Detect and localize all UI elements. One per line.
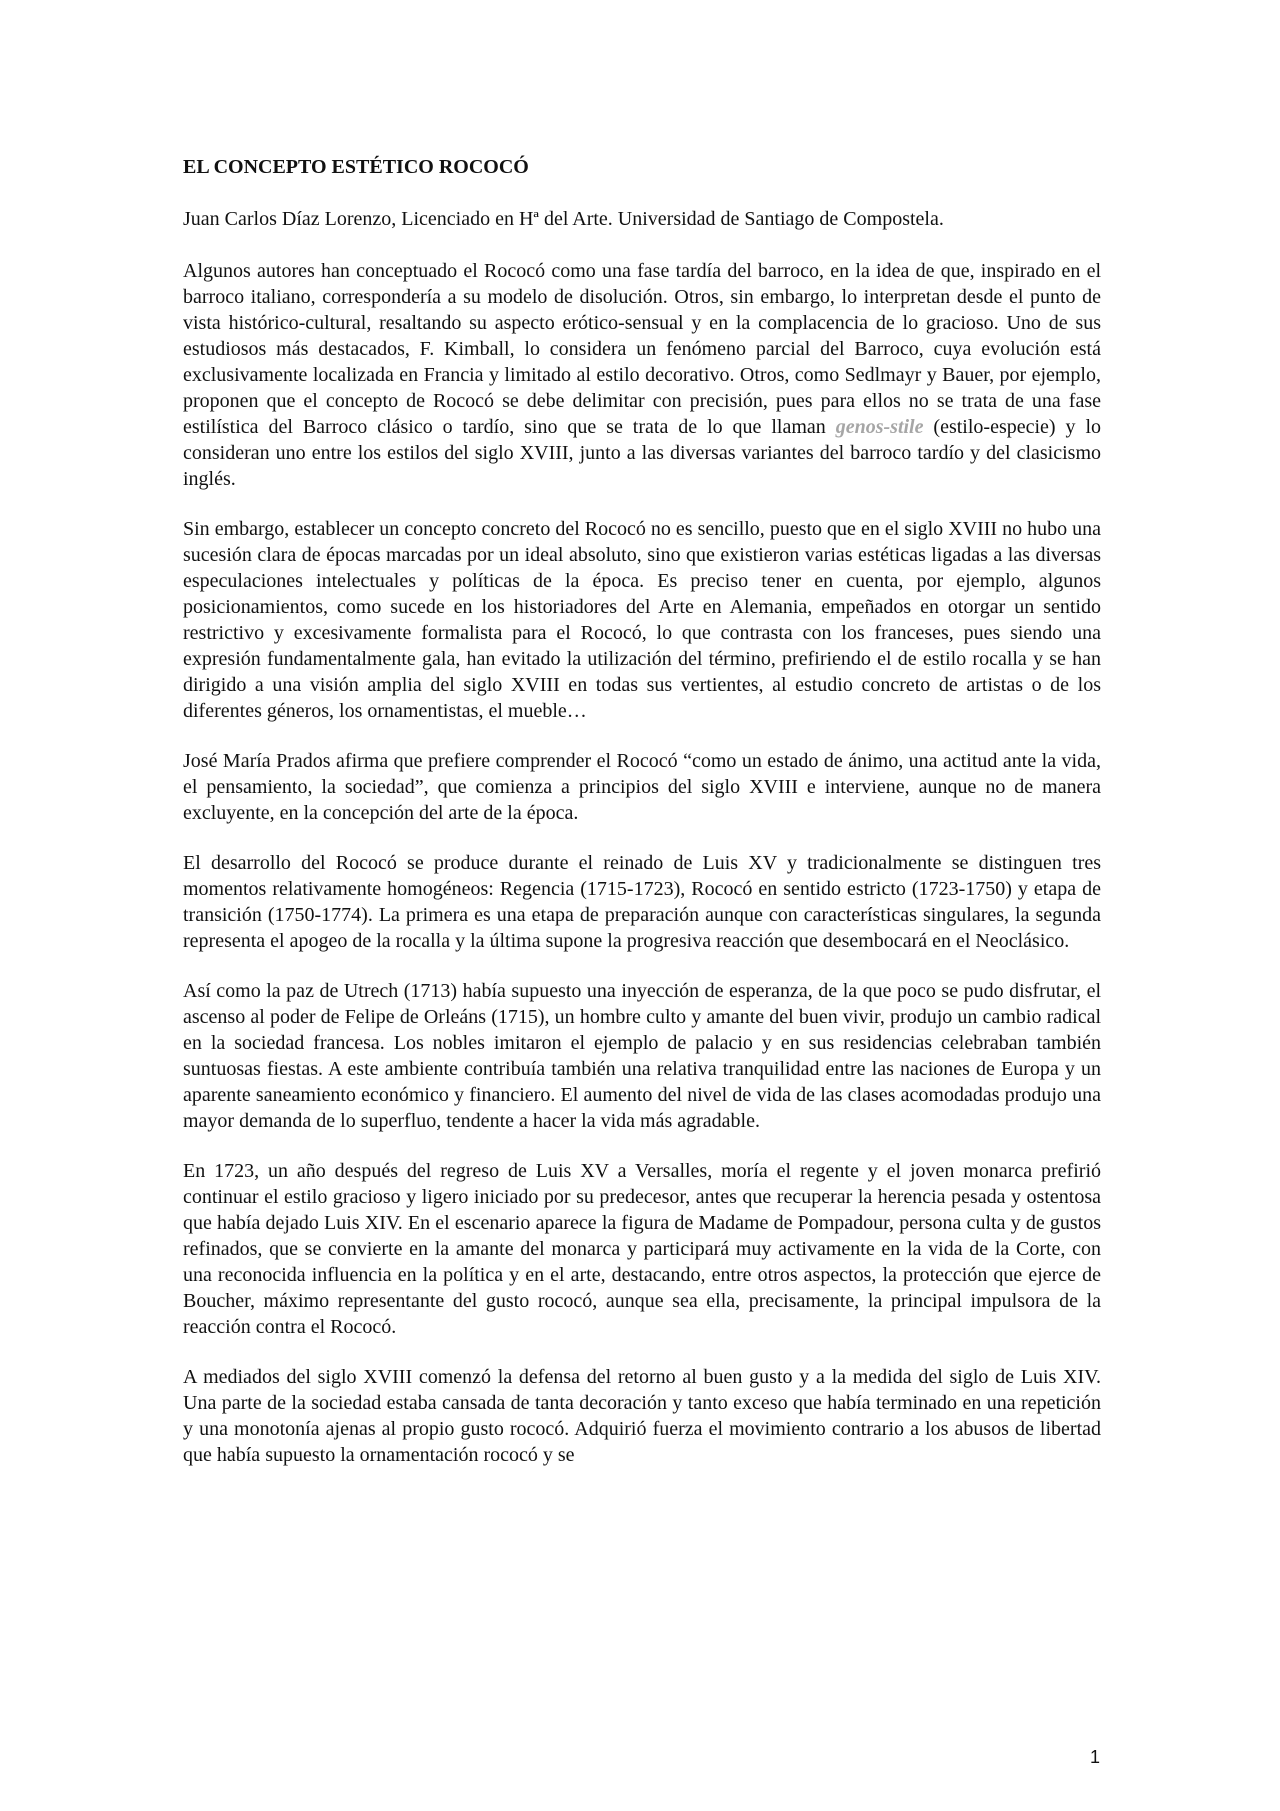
paragraph-1 [183, 258, 1101, 492]
paragraph-2: Sin embargo, establecer un concepto concreto del Rococó no es sencillo, puesto que en el siglo XVIII no hubo una sucesión clara de épocas marcadas por un ideal absoluto, sino que existieron varias estéticas ligadas a las diversas especulaciones intelectuales y políticas de la época. Es preciso tener en cuenta, por ejemplo, algunos posicionamientos, como sucede en los historiadores del Arte en Alemania, empeñados en otorgar un sentido restrictivo y excesivamente formalista para el Rococó, lo que contrasta con los franceses, pues siendo una expresión fundamentalmente gala, han evitado la utilización del término, prefiriendo el de estilo rocalla y se han dirigido a una visión amplia del siglo XVIII en todas sus vertientes, al estudio concreto de artistas o de los diferentes géneros, los ornamentistas, el mueble… [183, 518, 1101, 722]
page-number: 1 [1089, 1747, 1100, 1767]
paragraph-1-text-before: Algunos autores han conceptuado el Rococó como una fase tardía del barroco, en la idea de que, inspirado en el barroco italiano, correspondería a su modelo de disolución. Otros, sin embargo, lo interpretan desde el punto de vista histórico-cultural, resaltando su aspecto erótico-sensual y en la complacencia de lo gracioso. Uno de sus estudiosos más destacados, F. Kimball, lo considera un fenómeno parcial del Barroco, cuya evolución está exclusivamente localizada en Francia y limitado al estilo decorativo. Otros, como Sedlmayr y Bauer, por ejemplo, proponen que el concepto de Rococó se debe delimitar con precisión, pues para ellos no se trata de una fase estilística del Barroco clásico o tardío, sino que se trata de lo que llaman [183, 260, 1101, 438]
paragraph-5: Así como la paz de Utrech (1713) había supuesto una inyección de esperanza, de la que poco se pudo disfrutar, el ascenso al poder de Felipe de Orleáns (1715), un hombre culto y amante del buen vivir, produjo un cambio radical en la sociedad francesa. Los nobles imitaron el ejemplo de palacio y en sus residencias celebraban también suntuosas fiestas. A este ambiente contribuía también una relativa tranquilidad entre las naciones de Europa y un aparente saneamiento económico y financiero. El aumento del nivel de vida de las clases acomodadas produjo una mayor demanda de lo superfluo, tendente a hacer la vida más agradable. [183, 980, 1101, 1132]
paragraph-7: A mediados del siglo XVIII comenzó la defensa del retorno al buen gusto y a la medida del siglo de Luis XIV. Una parte de la sociedad estaba cansada de tanta decoración y tanto exceso que había terminado en una repetición y una monotonía ajenas al propio gusto rococó. Adquirió fuerza el movimiento contrario a los abusos de libertad que había supuesto la ornamentación rococó y se [183, 1366, 1101, 1466]
paragraph-3: José María Prados afirma que prefiere comprender el Rococó “como un estado de ánimo, una actitud ante la vida, el pensamiento, la sociedad”, que comienza a principios del siglo XVIII e interviene, aunque no de manera excluyente, en la concepción del arte de la época. [183, 750, 1101, 824]
document-body [183, 154, 1101, 1468]
paragraph-6: En 1723, un año después del regreso de Luis XV a Versalles, moría el regente y el joven monarca prefirió continuar el estilo gracioso y ligero iniciado por su predecesor, antes que recuperar la herencia pesada y ostentosa que había dejado Luis XIV. En el escenario aparece la figura de Madame de Pompadour, persona culta y de gustos refinados, que se convierte en la amante del monarca y participará muy activamente en la vida de la Corte, con una reconocida influencia en la política y en el arte, destacando, entre otros aspectos, la protección que ejerce de Boucher, máximo representante del gusto rococó, aunque sea ella, precisamente, la principal impulsora de la reacción contra el Rococó. [183, 1160, 1101, 1338]
author-line: Juan Carlos Díaz Lorenzo, Licenciado en Hª del Arte. Universidad de Santiago de Compostela. [183, 208, 944, 230]
genos-stile-term: genos-stile [835, 416, 924, 438]
paragraph-1-text-after: (estilo-especie) y lo consideran uno entre los estilos del siglo XVIII, junto a las diversas variantes del barroco tardío y del clasicismo inglés. [183, 416, 1102, 490]
paragraph-4: El desarrollo del Rococó se produce durante el reinado de Luis XV y tradicionalmente se distinguen tres momentos relativamente homogéneos: Regencia (1715-1723), Rococó en sentido estricto (1723-1750) y etapa de transición (1750-1774). La primera es una etapa de preparación aunque con características singulares, la segunda representa el apogeo de la rocalla y la última supone la progresiva reacción que desembocará en el Neoclásico. [183, 852, 1101, 952]
document-title: EL CONCEPTO ESTÉTICO ROCOCÓ [183, 156, 529, 178]
